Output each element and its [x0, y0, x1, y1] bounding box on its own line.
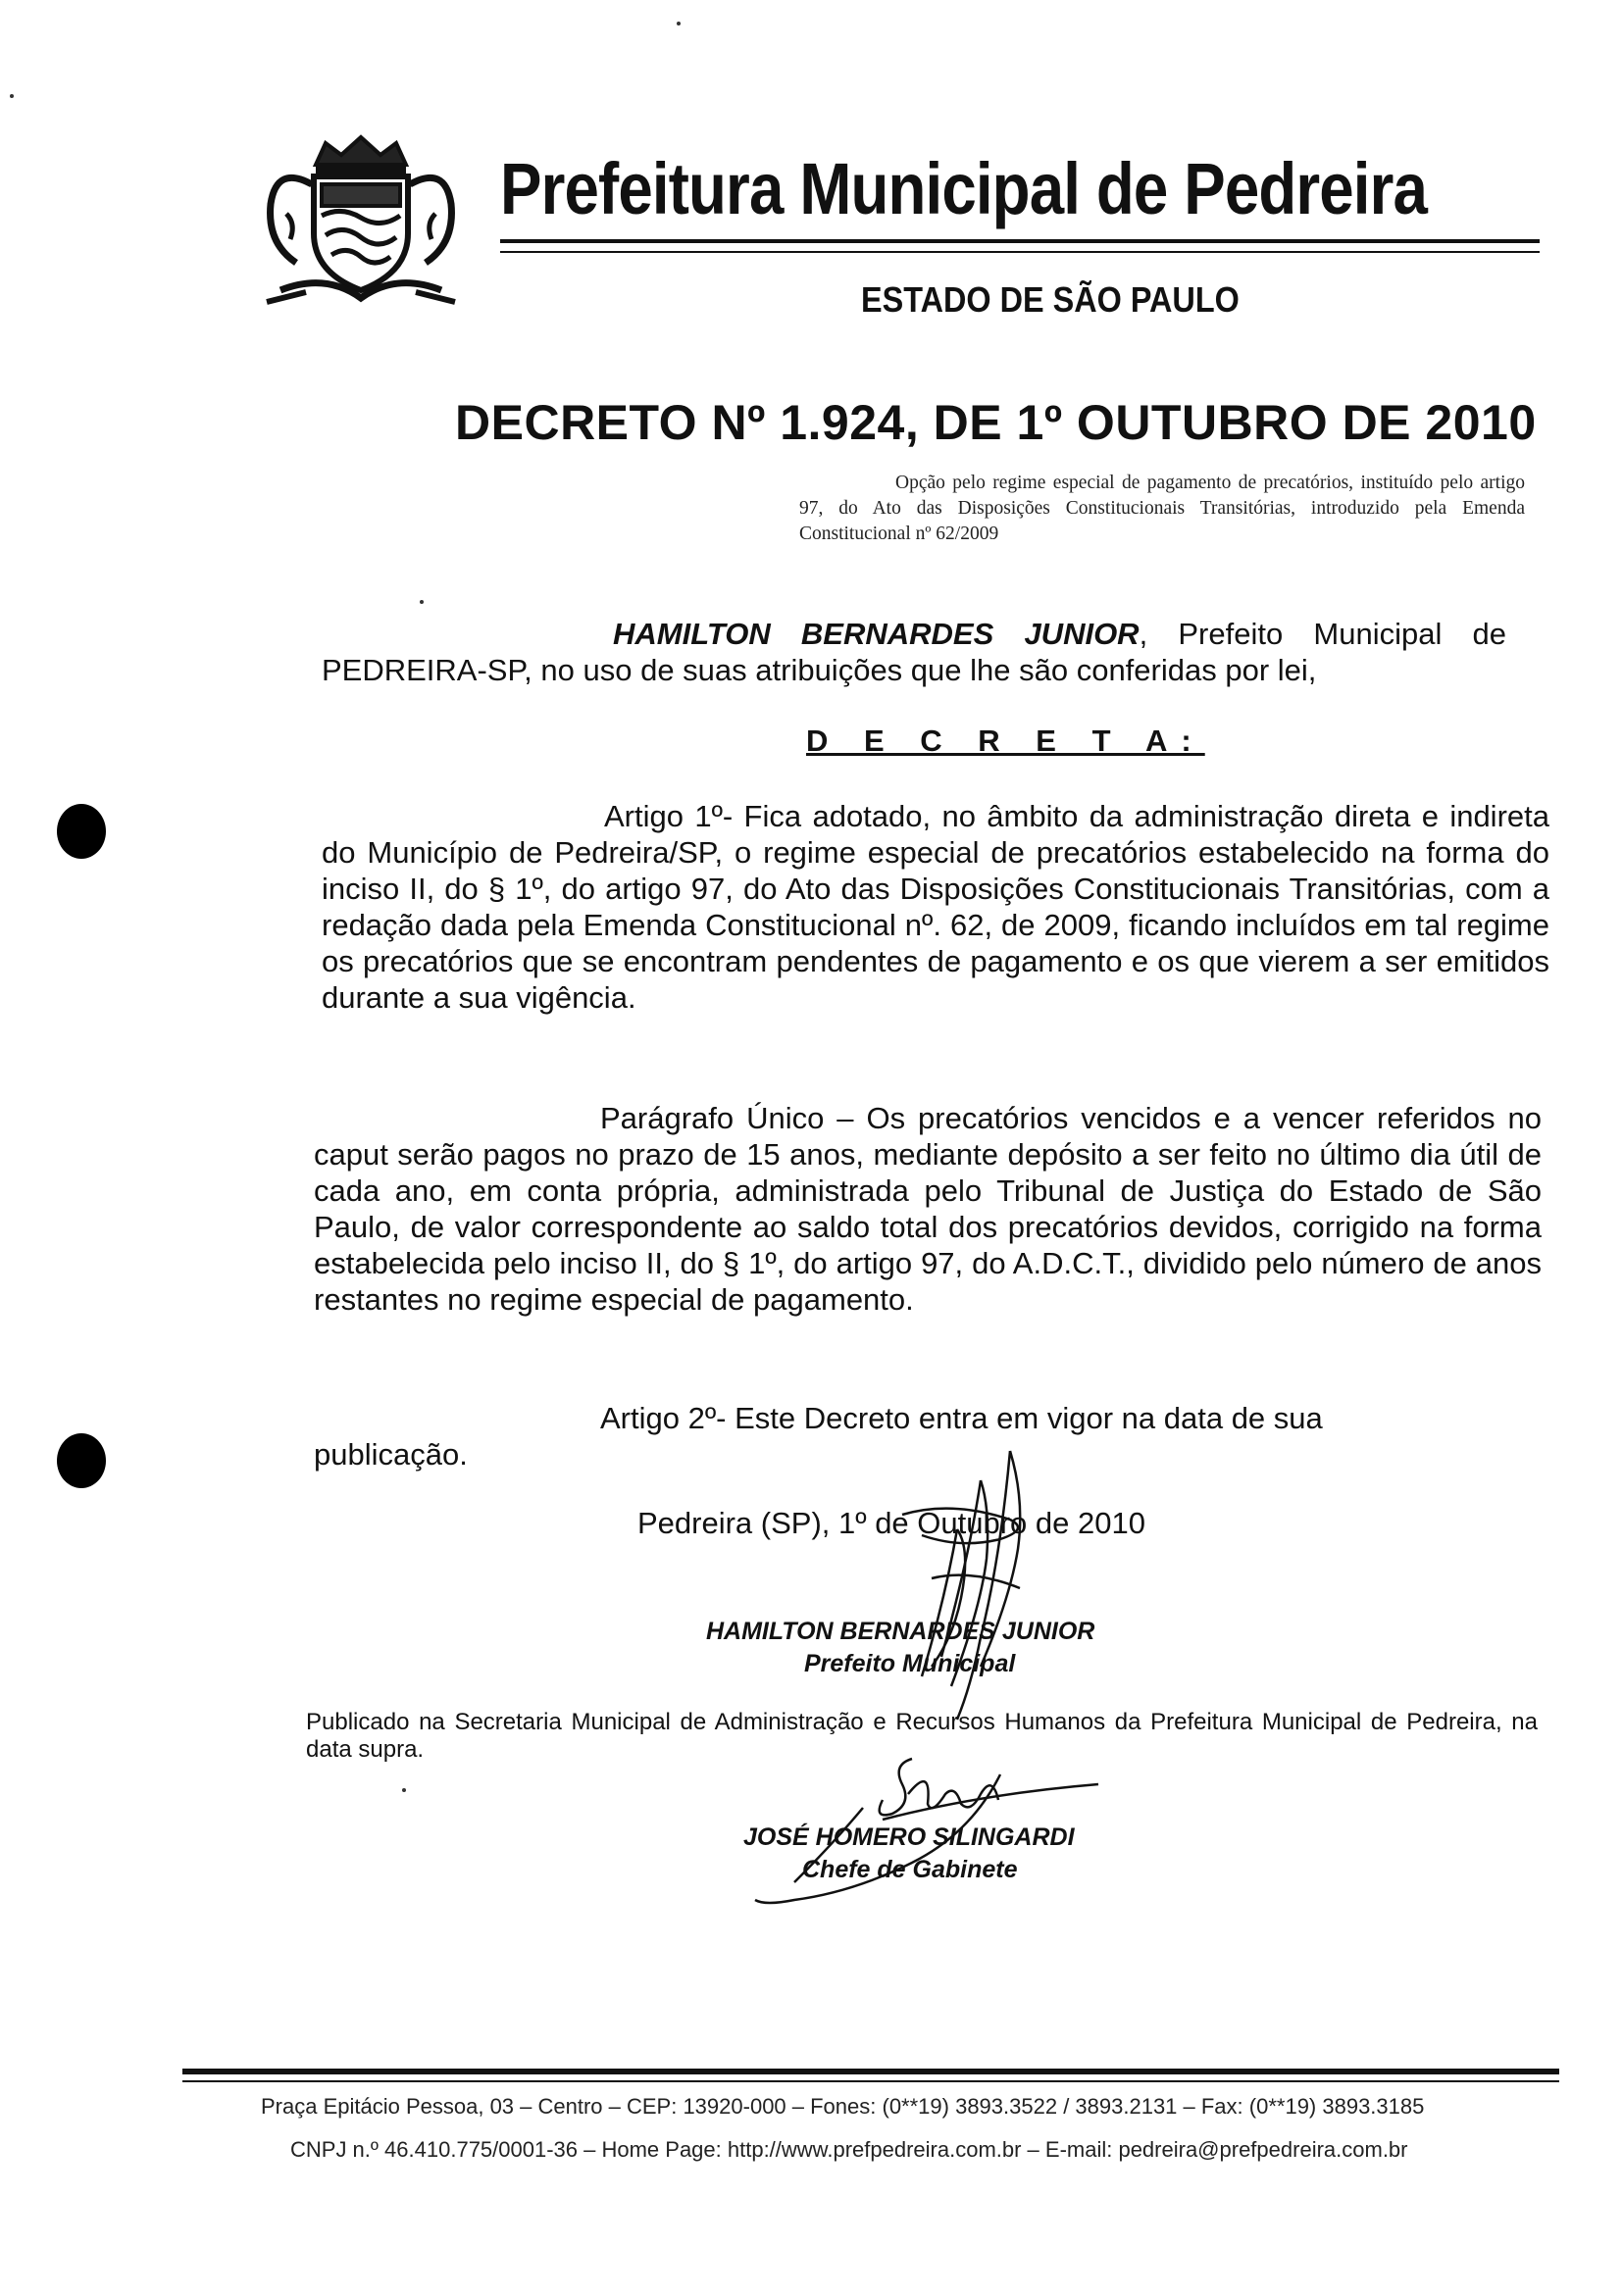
article-2	[314, 1400, 1538, 1472]
footer-rule	[182, 2069, 1559, 2074]
sole-paragraph: Parágrafo Único – Os precatórios vencidos e a vencer referidos no caput serão pagos no prazo de 15 anos, mediante depósito a ser feito no último dia útil de cada ano, em conta própria, administrada pelo Tribunal de Justiça do Estado de São Paulo, de valor correspondente ao saldo total dos precatórios devidos, corrigido na forma estabelecida pelo inciso II, do § 1º, do artigo 97, do A.D.C.T., dividido pelo número de anos restantes no regime especial de pagamento.	[314, 1101, 1542, 1317]
punch-hole-bottom	[57, 1433, 106, 1488]
article-1: Artigo 1º- Fica adotado, no âmbito da administração direta e indireta do Município de Pedreira/SP, o regime especial de precatórios estabelecido na forma do inciso II, do § 1º, do artigo 97, do Ato das Disposições Constitucionais Transitórias, com a redação dada pela Emenda Constitucional nº. 62, de 2009, ficando incluídos em tal regime os precatórios que se encontram pendentes de pagamento e os que vierem a ser emitidos durante a sua vigência.	[322, 799, 1549, 1015]
chief-of-staff-name: JOSÉ HOMERO SILINGARDI	[743, 1823, 1075, 1851]
decreta-heading: D E C R E T A:	[806, 724, 1205, 758]
punch-hole-top	[57, 804, 106, 859]
mayor-name: HAMILTON BERNARDES JUNIOR	[613, 617, 1140, 651]
article-2-text: Artigo 2º- Este Decreto entra em vigor na data de sua	[600, 1401, 1323, 1435]
header-rule	[500, 239, 1540, 243]
mayor-signature-icon	[863, 1441, 1059, 1725]
signer-role: Prefeito Municipal	[804, 1650, 1016, 1677]
state-name: ESTADO DE SÃO PAULO	[861, 279, 1240, 320]
decree-ementa: Opção pelo regime especial de pagamento de precatórios, instituído pelo artigo 97, do Ato das Disposições Constitucionais Transitórias, introduzido pela Emenda Constitucional nº 62/2009	[799, 473, 1525, 544]
scan-speck	[402, 1788, 406, 1792]
scan-speck	[420, 600, 424, 604]
publication-note: Publicado na Secretaria Municipal de Administração e Recursos Humanos da Prefeitura Municipal de Pedreira, na data supra.	[306, 1709, 1538, 1763]
signer-name: HAMILTON BERNARDES JUNIOR	[706, 1618, 1095, 1645]
footer-rule-thin	[182, 2080, 1559, 2082]
preamble	[322, 616, 1506, 688]
coat-of-arms-icon	[257, 125, 465, 312]
scan-speck	[677, 22, 681, 25]
header-rule-thin	[500, 251, 1540, 253]
footer-address: Praça Epitácio Pessoa, 03 – Centro – CEP: 13920-000 – Fones: (0**19) 3893.3522 / 3893.2131 – Fax: (0**19) 3893.3185	[261, 2094, 1425, 2119]
institution-title: Prefeitura Municipal de Pedreira	[500, 148, 1428, 229]
place-and-date: Pedreira (SP), 1º de Outubro de 2010	[637, 1506, 1145, 1540]
decree-title: DECRETO Nº 1.924, DE 1º OUTUBRO DE 2010	[455, 395, 1537, 450]
scan-speck	[10, 94, 14, 98]
preamble-text: , Prefeito Municipal de PEDREIRA-SP, no uso de suas atribuições que lhe são conferidas por lei,	[322, 617, 1506, 687]
footer-contact: CNPJ n.º 46.410.775/0001-36 – Home Page: http://www.prefpedreira.com.br – E-mail: pedreira@prefpedreira.com.br	[290, 2137, 1408, 2162]
article-2-tail: publicação.	[314, 1437, 468, 1472]
chief-of-staff-role: Chefe de Gabinete	[802, 1856, 1018, 1883]
